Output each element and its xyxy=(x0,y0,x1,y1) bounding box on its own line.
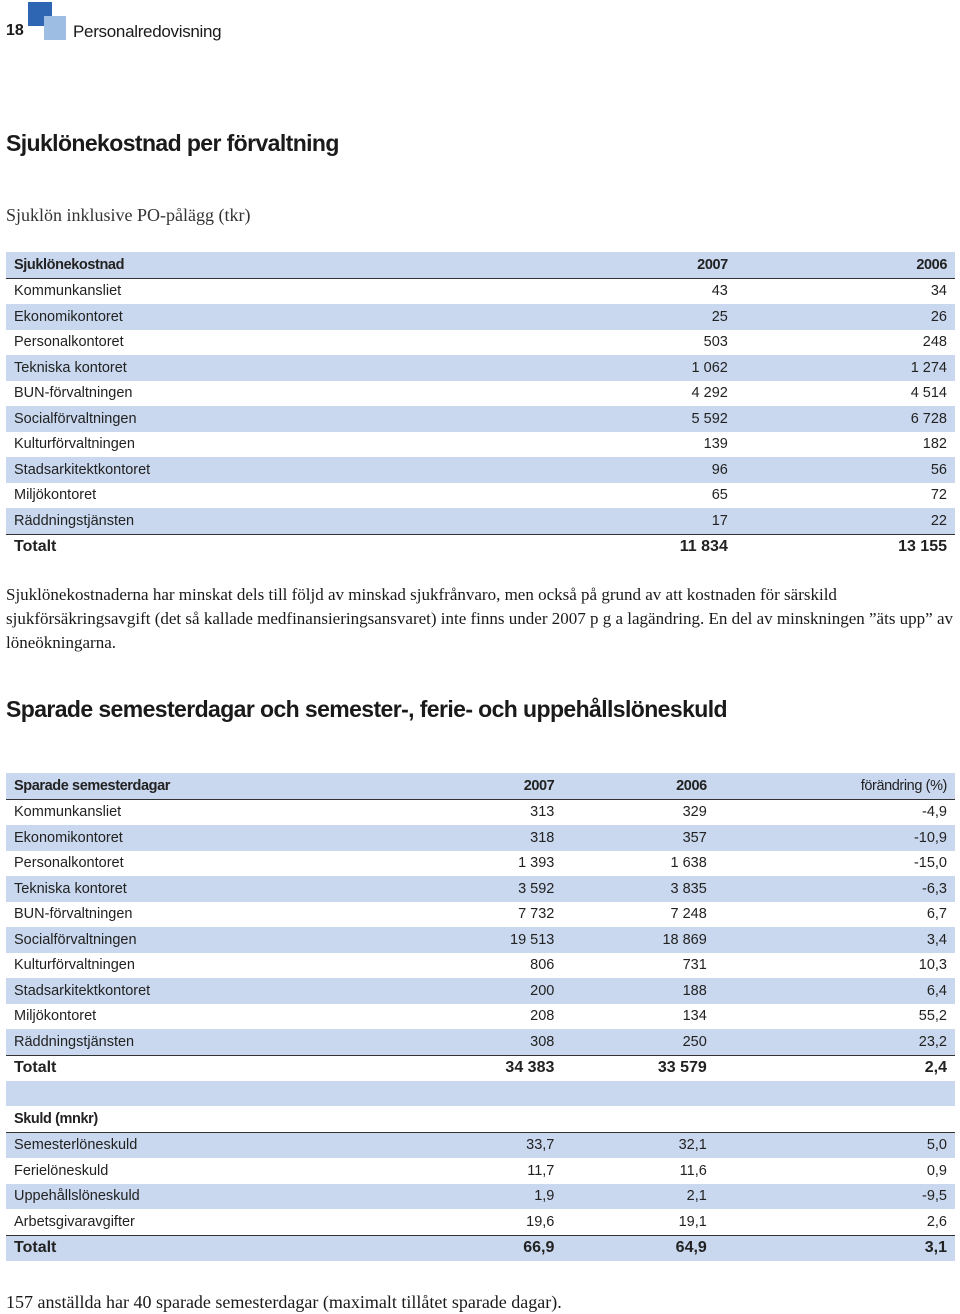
cell-value: 18 869 xyxy=(562,927,714,953)
cell-value: 2007 xyxy=(520,252,736,278)
table-spacer-row xyxy=(6,1081,955,1106)
cell-value: 2007 xyxy=(410,773,562,799)
cell-value: 248 xyxy=(922,334,947,351)
cell-value: 34 383 xyxy=(410,1055,562,1081)
cell-value: 23,2 xyxy=(715,1029,955,1055)
cell-value: 32,1 xyxy=(562,1132,714,1158)
vacation-days-table xyxy=(6,773,955,1261)
cell-value: -15,0 xyxy=(913,855,947,872)
row-label: BUN-förvaltningen xyxy=(14,906,133,923)
cell-value: 2,4 xyxy=(715,1055,955,1081)
cell-value: 7 248 xyxy=(670,906,707,923)
cell-value: 3,4 xyxy=(715,927,955,953)
cell-value: 43 xyxy=(711,283,728,300)
table-total-row xyxy=(6,1055,955,1081)
footnote: 157 anställda har 40 sparade semesterdagar (maximalt tillåtet sparade dagar). xyxy=(6,1292,562,1312)
cell-value: 26 xyxy=(736,304,955,330)
cell-value: 1 274 xyxy=(736,355,955,381)
cell-value: 3,1 xyxy=(715,1235,955,1261)
table-row xyxy=(6,330,955,356)
cell-value: 17 xyxy=(520,508,736,534)
row-label: Socialförvaltningen xyxy=(6,406,520,432)
row-label: Räddningstjänsten xyxy=(6,508,520,534)
cell-value: 1 638 xyxy=(670,855,707,872)
cell-value: 19,6 xyxy=(526,1213,555,1230)
row-label: Ekonomikontoret xyxy=(6,304,520,330)
sick-pay-table xyxy=(6,252,955,560)
row-label: Totalt xyxy=(6,534,520,560)
cell-value: 66,9 xyxy=(410,1235,562,1261)
cell-value: 65 xyxy=(711,487,728,504)
row-label: Tekniska kontoret xyxy=(6,355,520,381)
table-row xyxy=(6,483,955,509)
cell-value: 318 xyxy=(410,825,562,851)
table-row xyxy=(6,825,955,851)
table-row xyxy=(6,381,955,407)
cell-value: 806 xyxy=(530,957,555,974)
cell-value: 250 xyxy=(562,1029,714,1055)
table-row xyxy=(6,508,955,534)
debt-heading: Skuld (mnkr) xyxy=(6,1106,955,1132)
table-row xyxy=(6,406,955,432)
row-label: Räddningstjänsten xyxy=(6,1029,410,1055)
section1-subtitle: Sjuklön inklusive PO-pålägg (tkr) xyxy=(6,205,251,225)
cell-value: förändring (%) xyxy=(715,773,955,799)
cell-value: 3 835 xyxy=(562,876,714,902)
cell-value: 2,1 xyxy=(562,1184,714,1210)
cell-value: 139 xyxy=(703,436,728,453)
cell-value: 34 xyxy=(930,283,947,300)
cell-value: -4,9 xyxy=(922,804,947,821)
cell-value: 19,1 xyxy=(678,1213,707,1230)
cell-value: 5 592 xyxy=(520,406,736,432)
row-label: Ekonomikontoret xyxy=(6,825,410,851)
table-row xyxy=(6,978,955,1004)
cell-value: 10,3 xyxy=(918,957,947,974)
table-row xyxy=(6,432,955,458)
cell-value: 11,7 xyxy=(527,1162,555,1179)
row-label: Miljökontoret xyxy=(14,1008,97,1025)
table-row xyxy=(6,799,955,825)
cell-value: 33 579 xyxy=(562,1055,714,1081)
cell-value: 56 xyxy=(736,457,955,483)
cell-value: 22 xyxy=(736,508,955,534)
cell-value: 503 xyxy=(703,334,728,351)
row-label: Tekniska kontoret xyxy=(6,876,410,902)
cell-value: 6,7 xyxy=(926,906,947,923)
cell-value: 2,6 xyxy=(926,1213,947,1230)
row-label: Personalkontoret xyxy=(14,855,124,872)
cell-value: -10,9 xyxy=(715,825,955,851)
table-row xyxy=(6,851,955,877)
cell-value: -9,5 xyxy=(715,1184,955,1210)
cell-value: 25 xyxy=(520,304,736,330)
cell-value: 208 xyxy=(530,1008,555,1025)
cell-value: -6,3 xyxy=(715,876,955,902)
row-label: BUN-förvaltningen xyxy=(14,385,133,402)
cell-value: 200 xyxy=(410,978,562,1004)
table-row xyxy=(6,278,955,304)
logo xyxy=(28,2,68,42)
table-row xyxy=(6,927,955,953)
row-label: Kulturförvaltningen xyxy=(14,436,135,453)
cell-value: 182 xyxy=(922,436,947,453)
table-row xyxy=(6,457,955,483)
cell-value: 329 xyxy=(682,804,707,821)
cell-value: 3 592 xyxy=(410,876,562,902)
cell-value: 313 xyxy=(530,804,555,821)
table-row xyxy=(6,1029,955,1055)
cell-value: 6 728 xyxy=(736,406,955,432)
cell-value: 0,9 xyxy=(926,1162,947,1179)
header-title: Personalredovisning xyxy=(73,22,222,41)
row-label: Stadsarkitektkontoret xyxy=(6,978,410,1004)
row-label: Arbetsgivaravgifter xyxy=(14,1213,135,1230)
table-row xyxy=(6,1209,955,1235)
table-total-row xyxy=(6,1235,955,1261)
row-label: Kulturförvaltningen xyxy=(14,957,135,974)
table-header-row xyxy=(6,773,955,799)
row-label: Totalt xyxy=(6,1055,410,1081)
cell-value: 11,6 xyxy=(679,1162,707,1179)
cell-value: 13 155 xyxy=(736,534,955,560)
table-row xyxy=(6,876,955,902)
debt-heading-row xyxy=(6,1106,955,1132)
cell-value: 5,0 xyxy=(715,1132,955,1158)
cell-value: 4 292 xyxy=(691,385,728,402)
row-label: Socialförvaltningen xyxy=(6,927,410,953)
logo-square-light xyxy=(44,16,66,40)
row-label: Totalt xyxy=(6,1235,410,1261)
cell-value: 11 834 xyxy=(520,534,736,560)
cell-value: 7 732 xyxy=(518,906,555,923)
cell-value: 1,9 xyxy=(410,1184,562,1210)
cell-value: 1 062 xyxy=(520,355,736,381)
row-label: Sjuklönekostnad xyxy=(6,252,520,278)
section2-title: Sparade semesterdagar och semester-, ferie- och uppehållslöneskuld xyxy=(6,696,727,722)
cell-value: 1 393 xyxy=(518,855,555,872)
table-row xyxy=(6,953,955,979)
cell-value: 731 xyxy=(682,957,707,974)
row-label: Kommunkansliet xyxy=(14,804,122,821)
section1-paragraph: Sjuklönekostnaderna har minskat dels till följd av minskad sjukfrånvaro, men också på grund av att kostnaden för särskild sjukförsäkringsavgift (det så kallade medfinansieringsansvaret) inte finns under 2007 p g a lagändring. En del av minskningen ”äts upp” av löneökningarna. xyxy=(6,585,954,652)
row-label: Ferielöneskuld xyxy=(14,1162,109,1179)
cell-value: 357 xyxy=(562,825,714,851)
cell-value: 6,4 xyxy=(715,978,955,1004)
row-label: Miljökontoret xyxy=(14,487,97,504)
cell-value: 72 xyxy=(930,487,947,504)
cell-value: 308 xyxy=(410,1029,562,1055)
row-label: Stadsarkitektkontoret xyxy=(6,457,520,483)
table-row xyxy=(6,1158,955,1184)
table-row xyxy=(6,902,955,928)
cell-value: 2006 xyxy=(736,252,955,278)
section1-title: Sjuklönekostnad per förvaltning xyxy=(6,130,339,156)
row-label: Personalkontoret xyxy=(14,334,124,351)
page-number: 18 xyxy=(6,22,24,39)
row-label: Semesterlöneskuld xyxy=(6,1132,410,1158)
cell-value: 55,2 xyxy=(918,1008,947,1025)
cell-value: 4 514 xyxy=(910,385,947,402)
table-row xyxy=(6,1184,955,1210)
table-row xyxy=(6,355,955,381)
row-label: Uppehållslöneskuld xyxy=(6,1184,410,1210)
row-label: Kommunkansliet xyxy=(14,283,122,300)
row-label: Sparade semesterdagar xyxy=(6,773,410,799)
table-total-row xyxy=(6,534,955,560)
table-header-row xyxy=(6,252,955,278)
table-row xyxy=(6,1004,955,1030)
cell-value: 64,9 xyxy=(562,1235,714,1261)
cell-value: 188 xyxy=(562,978,714,1004)
cell-value: 33,7 xyxy=(410,1132,562,1158)
cell-value: 19 513 xyxy=(410,927,562,953)
cell-value: 2006 xyxy=(562,773,714,799)
cell-value: 134 xyxy=(682,1008,707,1025)
table-row xyxy=(6,304,955,330)
cell-value: 96 xyxy=(520,457,736,483)
table-row xyxy=(6,1132,955,1158)
